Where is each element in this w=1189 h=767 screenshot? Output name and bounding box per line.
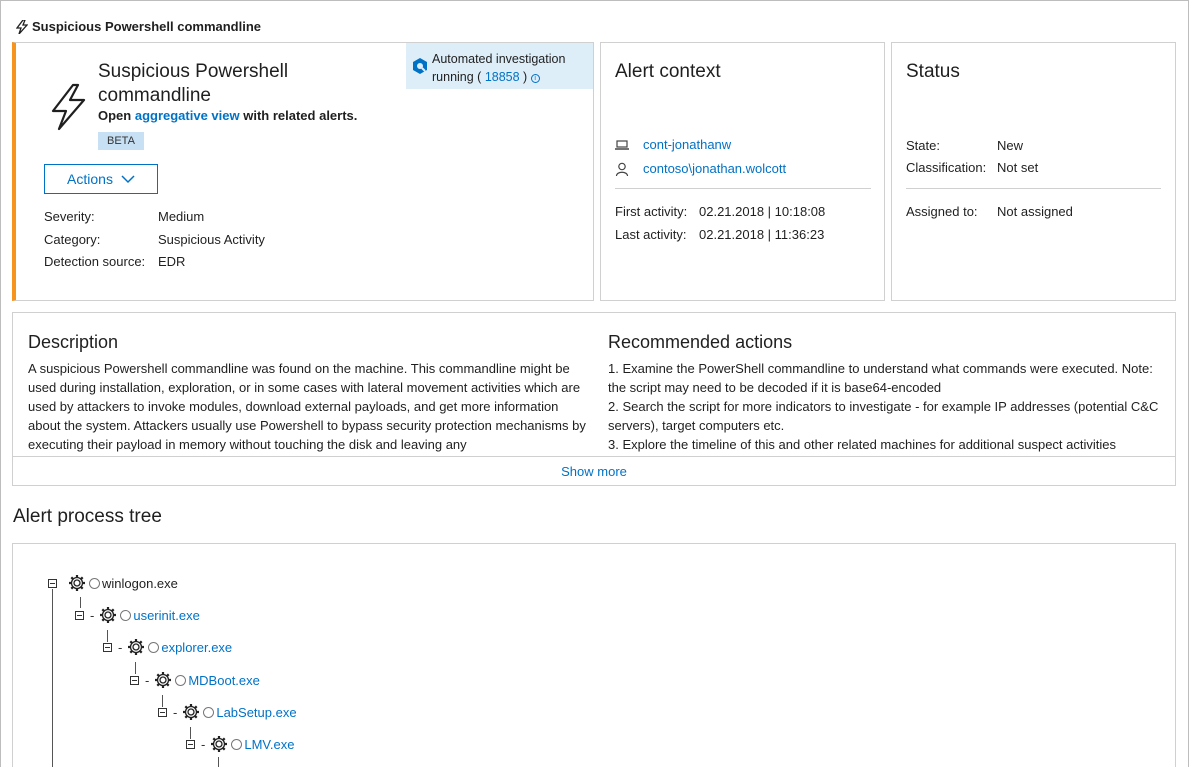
process-node — [48, 573, 178, 593]
last-activity-value: 02.21.2018 | 11:36:23 — [699, 227, 825, 242]
last-activity-label: Last activity: — [615, 227, 687, 242]
status-circle-icon — [89, 578, 100, 589]
tree-connector — [52, 589, 53, 767]
process-node — [103, 637, 232, 657]
investigation-prefix: running ( — [432, 70, 485, 84]
process-name[interactable]: LabSetup.exe — [216, 704, 297, 720]
investigation-suffix: ) — [519, 70, 528, 84]
user-row — [615, 161, 786, 176]
show-more-link[interactable]: Show more — [561, 464, 627, 479]
tree-dash: - — [173, 704, 178, 720]
gear-icon — [209, 734, 229, 754]
user-link[interactable]: contoso\jonathan.wolcott — [643, 161, 787, 176]
recommended-item: 3. Explore the timeline of this and other related machines for additional suspect activities — [608, 437, 1116, 452]
chevron-down-icon — [121, 175, 135, 184]
severity-label: Severity: — [44, 209, 95, 224]
classification-label: Classification: — [906, 160, 987, 175]
status-circle-icon — [231, 739, 242, 750]
detection-source-label: Detection source: — [44, 254, 146, 269]
alert-context-heading: Alert context — [615, 61, 721, 82]
assigned-value: Not assigned — [997, 204, 1073, 219]
automated-investigation-banner — [406, 43, 593, 89]
divider — [906, 188, 1161, 189]
description-text: A suspicious Powershell commandline was found on the machine. This commandline might be used during installation, exploration, or in some cases with lateral movement activities which are used by attackers to invoke modules, download external payloads, and get more information about the system. Attackers usually use Powershell to bypass security protection mechanisms by executing their payload in memory without touching the disk and leaving any — [28, 361, 586, 452]
status-circle-icon — [120, 610, 131, 621]
alert-title: Suspicious Powershell commandline — [98, 61, 289, 106]
collapse-icon[interactable] — [158, 708, 167, 717]
investigation-line2 — [432, 68, 593, 86]
process-node — [130, 670, 260, 690]
description-card — [12, 312, 1176, 486]
tree-dash: - — [118, 639, 123, 655]
collapse-icon[interactable] — [186, 740, 195, 749]
alert-context-card — [600, 42, 885, 301]
beta-badge: BETA — [98, 132, 144, 150]
collapse-icon[interactable] — [103, 643, 112, 652]
tree-connector — [218, 757, 219, 767]
gear-icon — [126, 637, 146, 657]
user-icon — [615, 162, 629, 176]
open-prefix: Open — [98, 108, 135, 123]
recommended-item: 1. Examine the PowerShell commandline to understand what commands were executed. Note: the script may need to be decoded if it is base64-encoded — [608, 361, 1153, 395]
description-heading: Description — [28, 332, 119, 352]
process-name[interactable]: userinit.exe — [133, 607, 200, 623]
category-value: Suspicious Activity — [158, 232, 265, 247]
page-header — [16, 19, 261, 34]
assigned-label: Assigned to: — [906, 204, 978, 219]
status-card — [891, 42, 1176, 301]
status-circle-icon — [203, 707, 214, 718]
actions-button[interactable] — [44, 164, 158, 194]
investigation-line1: Automated investigation — [432, 52, 566, 66]
aggregative-view-link[interactable]: aggregative view — [134, 108, 240, 123]
alert-summary-card — [12, 42, 594, 301]
actions-label: Actions — [67, 171, 113, 187]
machine-link[interactable]: cont-jonathanw — [643, 137, 732, 152]
recommended-item: 2. Search the script for more indicators to investigate - for example IP addresses (potential C&C servers), target computers etc. — [608, 399, 1159, 433]
status-circle-icon — [148, 642, 159, 653]
process-node — [186, 734, 294, 754]
gear-icon — [153, 670, 173, 690]
classification-value: Not set — [997, 160, 1039, 175]
lightning-icon — [16, 20, 28, 34]
process-tree-card — [12, 543, 1176, 767]
tree-dash: - — [201, 736, 206, 752]
aggregative-view-line — [98, 108, 357, 123]
investigation-icon — [412, 57, 428, 75]
info-icon[interactable]: i — [531, 74, 540, 83]
detection-source-value: EDR — [158, 254, 186, 269]
tree-dash: - — [145, 672, 150, 688]
process-node — [158, 702, 297, 722]
tree-dash: - — [90, 607, 95, 623]
severity-value: Medium — [158, 209, 205, 224]
collapse-icon[interactable] — [130, 676, 139, 685]
process-name[interactable]: explorer.exe — [161, 639, 233, 655]
investigation-id-link[interactable]: 18858 — [484, 70, 520, 84]
category-label: Category: — [44, 232, 101, 247]
open-suffix: with related alerts. — [239, 108, 358, 123]
show-more-bar — [13, 456, 1175, 486]
process-name[interactable]: MDBoot.exe — [188, 672, 260, 688]
gear-icon — [181, 702, 201, 722]
first-activity-label: First activity: — [615, 204, 688, 219]
computer-icon — [615, 138, 629, 152]
state-label: State: — [906, 138, 940, 153]
recommended-text — [608, 359, 1163, 457]
first-activity-value: 02.21.2018 | 10:18:08 — [699, 204, 826, 219]
process-tree-heading: Alert process tree — [13, 506, 162, 527]
collapse-icon[interactable] — [48, 579, 57, 588]
recommended-heading: Recommended actions — [608, 332, 793, 352]
state-value: New — [997, 138, 1024, 153]
divider — [615, 188, 871, 189]
gear-icon — [98, 605, 118, 625]
status-heading: Status — [906, 61, 960, 82]
gear-icon — [67, 573, 87, 593]
machine-row — [615, 137, 731, 152]
page-title: Suspicious Powershell commandline — [32, 19, 262, 34]
process-name[interactable]: LMV.exe — [244, 736, 295, 752]
process-node — [75, 605, 200, 625]
collapse-icon[interactable] — [75, 611, 84, 620]
process-name[interactable]: winlogon.exe — [102, 575, 178, 591]
status-circle-icon — [175, 675, 186, 686]
lightning-icon — [48, 83, 88, 131]
